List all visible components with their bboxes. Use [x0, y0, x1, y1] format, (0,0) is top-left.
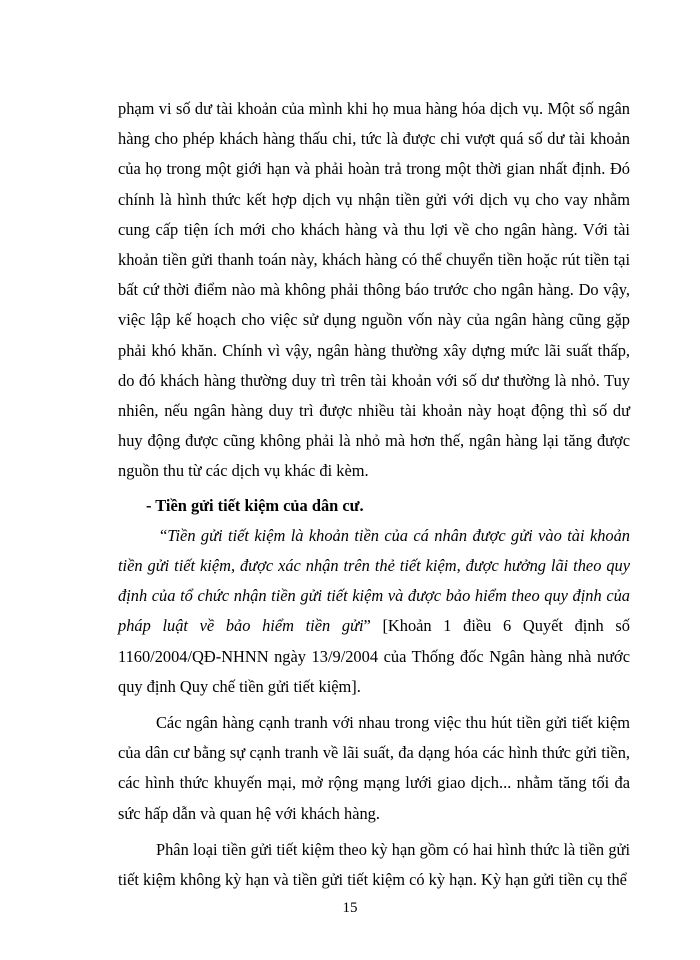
page-body: [118, 94, 630, 895]
paragraph-savings-definition: [118, 521, 630, 702]
page-number: 15: [342, 900, 358, 916]
quote-open-mark: “: [160, 525, 168, 545]
quoted-definition: Tiền gửi tiết kiệm là khoản tiền của cá nhân được gửi vào tài khoản tiền gửi tiết kiệm, được xác nhận trên thẻ tiết kiệm, được hưởng lãi theo quy định của tổ chức nhận tiền gửi tiết kiệm và được bảo hiểm theo quy định của pháp luật về bảo hiểm tiền gửi: [118, 525, 630, 636]
paragraph-overdraft: phạm vi số dư tài khoản của mình khi họ mua hàng hóa dịch vụ. Một số ngân hàng cho phép khách hàng thấu chi, tức là được chi vượt quá số dư tài khoản của họ trong một giới hạn và phải hoàn trả trong một thời gian nhất định. Đó chính là hình thức kết hợp dịch vụ nhận tiền gửi với dịch vụ cho vay nhằm cung cấp tiện ích mới cho khách hàng và thu lợi về cho ngân hàng. Với tài khoản tiền gửi thanh toán này, khách hàng có thể chuyển tiền hoặc rút tiền tại bất cứ thời điểm nào mà không phải thông báo trước cho ngân hàng. Do vậy, việc lập kế hoạch cho việc sử dụng nguồn vốn này của ngân hàng cũng gặp phải khó khăn. Chính vì vậy, ngân hàng thường xây dựng mức lãi suất thấp, do đó khách hàng thường duy trì trên tài khoản với số dư thường là nhỏ. Tuy nhiên, nếu ngân hàng duy trì được nhiều tài khoản này hoạt động thì số dư huy động được cũng không phải là nhỏ mà hơn thế, ngân hàng lại tăng được nguồn thu từ các dịch vụ khác đi kèm.: [118, 99, 630, 481]
legal-citation: ” [Khoản 1 điều 6 Quyết định số 1160/2004/QĐ-NHNN ngày 13/9/2004 của Thống đốc Ngân hàng nhà nước quy định Quy chế tiền gửi tiết kiệm].: [118, 616, 630, 696]
paragraph-classification: Phân loại tiền gửi tiết kiệm theo kỳ hạn gồm có hai hình thức là tiền gửi tiết kiệm không kỳ hạn và tiền gửi tiết kiệm có kỳ hạn. Kỳ hạn gửi tiền cụ thể: [118, 839, 630, 890]
section-heading-savings-deposits: - Tiền gửi tiết kiệm của dân cư.: [146, 495, 364, 515]
paragraph-competition: Các ngân hàng cạnh tranh với nhau trong việc thu hút tiền gửi tiết kiệm của dân cư bằng sự cạnh tranh về lãi suất, đa dạng hóa các hình thức gửi tiền, các hình thức khuyến mại, mở rộng mạng lưới giao dịch... nhằm tăng tối đa sức hấp dẫn và quan hệ với khách hàng.: [118, 713, 630, 823]
